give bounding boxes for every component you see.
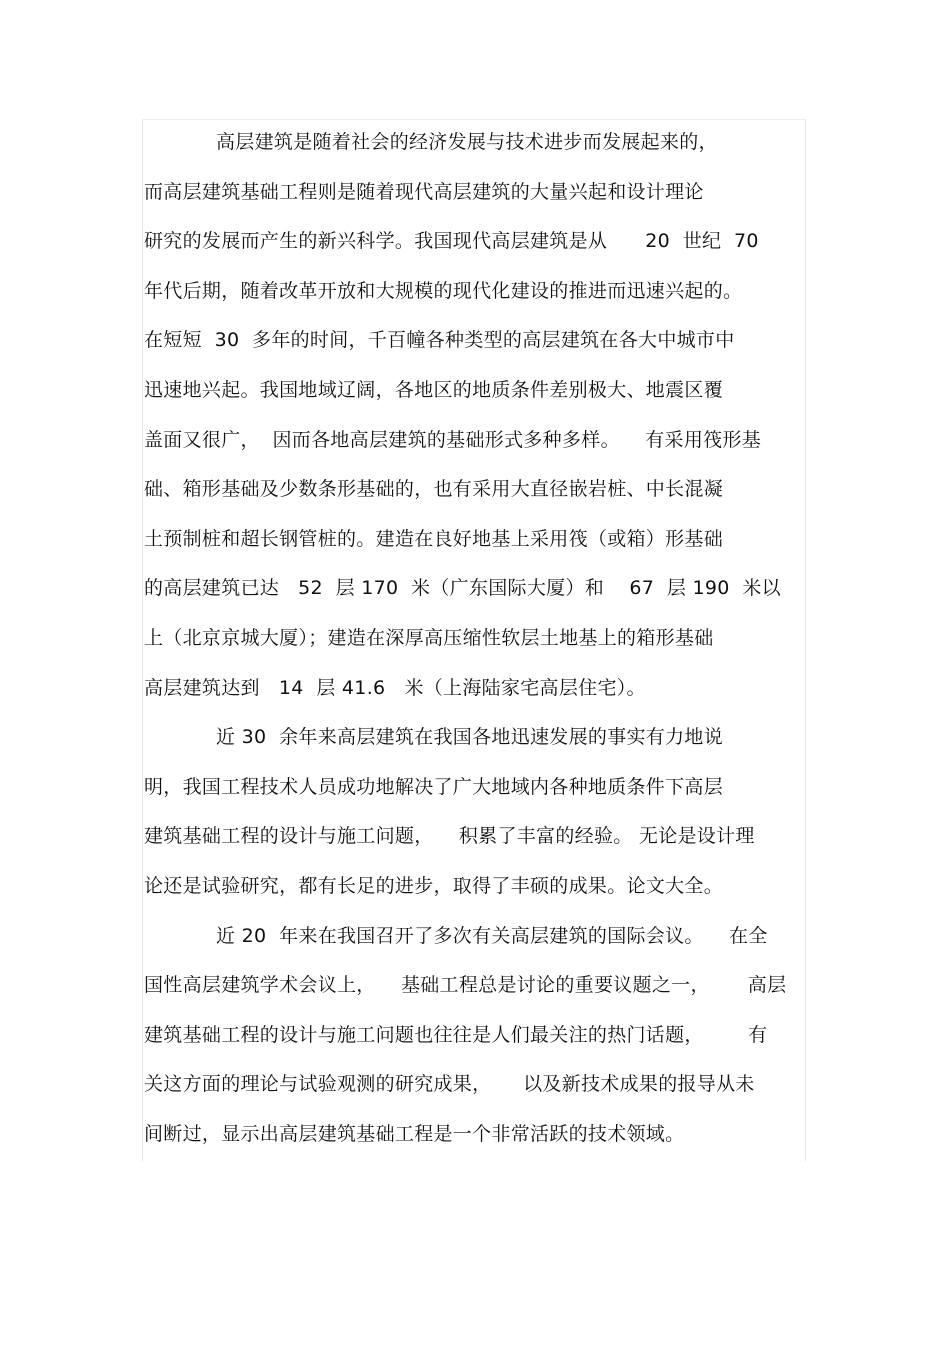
text-line: 在短短 30 多年的时间，千百幢各种类型的高层建筑在各大中城市中 [144,329,735,352]
text-line: 的高层建筑已达 52 层 170 米（广东国际大厦）和 67 层 190 米以 [144,577,781,600]
text-line: 建筑基础工程的设计与施工问题， 积累了丰富的经验。 无论是设计理 [144,825,755,848]
text-line: 国性高层建筑学术会议上， 基础工程总是讨论的重要议题之一， 高层 [144,974,787,997]
text-line: 土预制桩和超长钢管桩的。建造在良好地基上采用筏（或箱）形基础 [144,527,724,550]
text-line: 间断过，显示出高层建筑基础工程是一个非常活跃的技术领域。 [144,1122,685,1145]
text-line: 研究的发展而产生的新兴科学。我国现代高层建筑是从 20 世纪 70 [144,230,759,253]
text-line: 建筑基础工程的设计与施工问题也往往是人们最关注的热门话题， 有 [144,1023,768,1046]
text-line: 础、箱形基础及少数条形基础的，也有采用大直径嵌岩桩、中长混凝 [144,478,724,501]
paragraph-2 [144,713,806,911]
text-line: 而高层建筑基础工程则是随着现代高层建筑的大量兴起和设计理论 [144,180,704,203]
paragraph-3 [144,912,806,1160]
text-line: 盖面又很广， 因而各地高层建筑的基础形式多种多样。 有采用筏形基 [144,428,762,451]
text-line: 关这方面的理论与试验观测的研究成果， 以及新技术成果的报导从未 [144,1073,755,1096]
text-line: 年代后期，随着改革开放和大规模的现代化建设的推进而迅速兴起的。 [144,279,743,302]
text-line: 近 20 年来在我国召开了多次有关高层建筑的国际会议。 在全 [216,924,768,947]
text-line: 高层建筑达到 14 层 41.6 米（上海陆家宅高层住宅）。 [144,676,646,699]
paragraph-1 [144,118,806,713]
text-line: 上（北京京城大厦）；建造在深厚高压缩性软层土地基上的箱形基础 [144,626,714,649]
text-line: 明，我国工程技术人员成功地解决了广大地域内各种地质条件下高层 [144,775,724,798]
text-line: 近 30 余年来高层建筑在我国各地迅速发展的事实有力地说 [216,726,723,749]
text-line: 高层建筑是随着社会的经济发展与技术进步而发展起来的， [216,131,718,153]
document-body [144,118,806,1159]
text-line: 迅速地兴起。我国地域辽阔，各地区的地质条件差别极大、地震区覆 [144,378,724,401]
text-line: 论还是试验研究，都有长足的进步，取得了丰硕的成果。论文大全。 [144,874,724,897]
